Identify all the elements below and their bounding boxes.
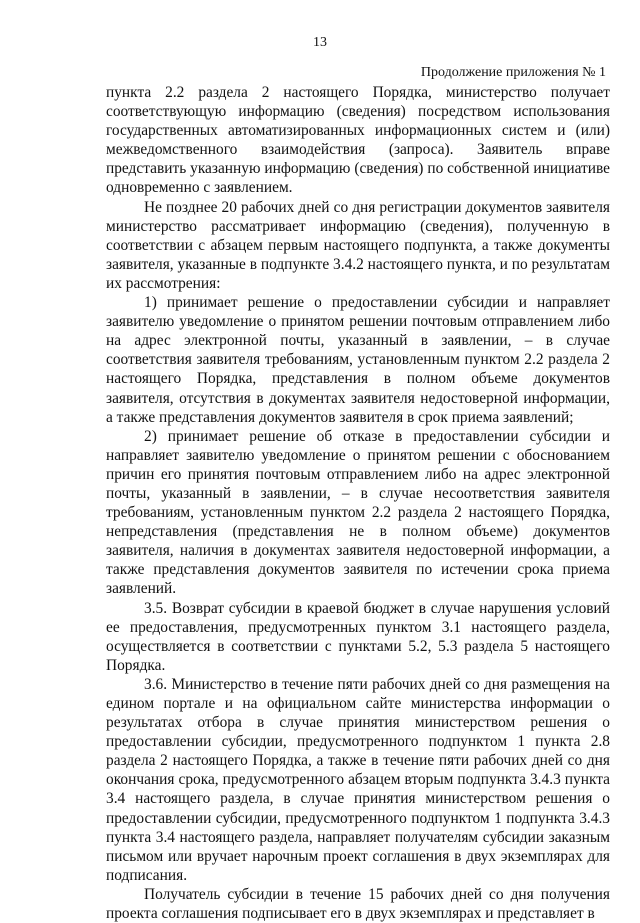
paragraph-decision-refusal: 2) принимает решение об отказе в предоставлении субсидии и направляет заявителю уведомление о принятом решении с обоснованием причин его принятия почтовым отправлением либо на адрес электронной почты, указанный в заявлении, – в случае несоответствия заявителя требованиям, установленным пунктом 2.2 раздела 2 настоящего Порядка, непредставления (представления не в полном объеме) документов заявителя, наличия в документах заявителя недостоверной информации, а также представления документов заявителя по истечении срока приема заявлений.: [106, 427, 610, 598]
paragraph-3-5-return: 3.5. Возврат субсидии в краевой бюджет в случае нарушения условий ее предоставления, предусмотренных пунктом 3.1 настоящего раздела, осуществляется в соответствии с пунктами 5.2, 5.3 раздела 5 настоящего Порядка.: [106, 599, 610, 674]
body-text: [106, 83, 610, 923]
paragraph-review-deadline: Не позднее 20 рабочих дней со дня регистрации документов заявителя министерство рассматривает информацию (сведения), полученную в соответствии с абзацем первым настоящего подпункта, а также документы заявителя, указанные в подпункте 3.4.2 настоящего пункта, и по результатам их рассмотрения:: [106, 198, 610, 292]
paragraph-decision-grant: 1) принимает решение о предоставлении субсидии и направляет заявителю уведомление о принятом решении почтовым отправлением либо на адрес электронной почты, указанный в заявлении, – в случае соответствия заявителя требованиям, установленным пунктом 2.2 раздела 2 настоящего Порядка, представления в полном объеме документов заявителя, отсутствия в документах заявителя недостоверной информации, а также представления документов заявителя в срок приема заявлений;: [106, 294, 610, 426]
paragraph-3-6-agreement: 3.6. Министерство в течение пяти рабочих дней со дня размещения на едином портале и на официальном сайте министерства информации о результатах отбора в случае принятия министерством решения о предоставлении субсидии, предусмотренного подпунктом 1 пункта 2.8 раздела 2 настоящего Порядка, а также в течение пяти рабочих дней со дня окончания срока, предусмотренного абзацем вторым подпункта 3.4.3 пункта 3.4 настоящего раздела, в случае принятия министерством решения о предоставлении субсидии, предусмотренного подпунктом 1 подпункта 3.4.3 пункта 3.4 настоящего раздела, направляет получателям субсидии заказным письмом или вручает нарочным проект соглашения в двух экземплярах для подписания.: [106, 675, 610, 884]
paragraph-recipient-signs: Получатель субсидии в течение 15 рабочих дней со дня получения проекта соглашения подписывает его в двух экземплярах и представляет в: [106, 885, 610, 923]
appendix-continuation-note: Продолжение приложения № 1: [420, 65, 606, 80]
page-number: 13: [313, 35, 327, 50]
paragraph-continuation: пункта 2.2 раздела 2 настоящего Порядка, министерство получает соответствующую информацию (сведения) посредством использования государственных автоматизированных информационных систем и (или) межведомственного взаимодействия (запроса). Заявитель вправе представить указанную информацию (сведения) по собственной инициативе одновременно с заявлением.: [106, 84, 610, 197]
